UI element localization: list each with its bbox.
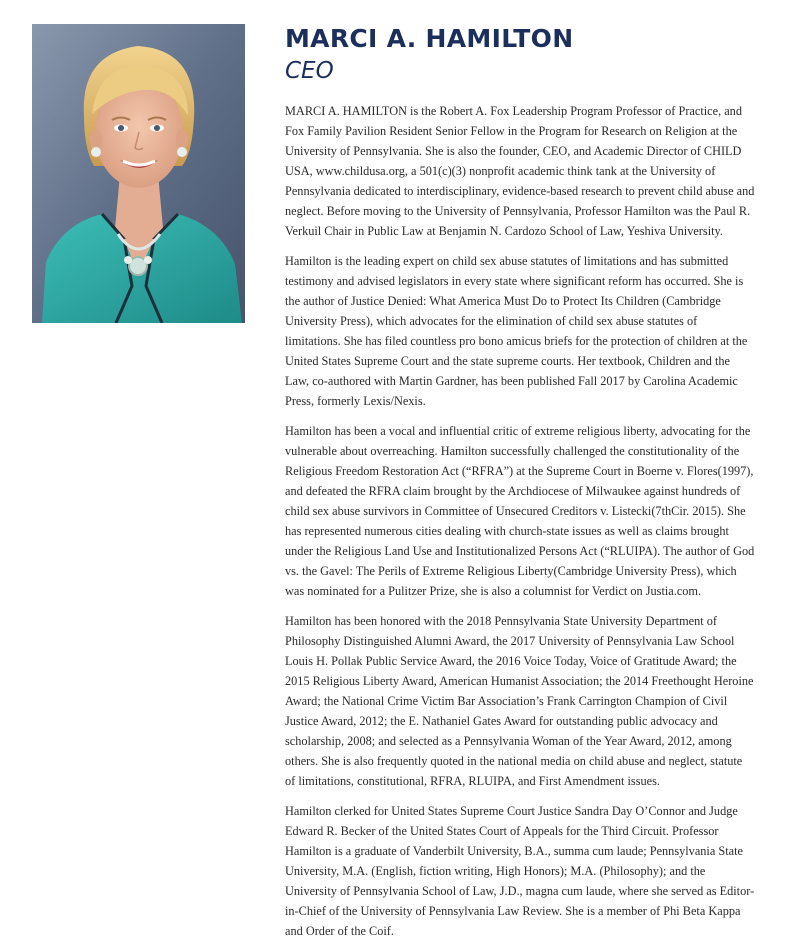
bio-paragraph: Hamilton has been a vocal and influential critic of extreme religious liberty, advocating for the vulnerable about overreaching. Hamilton successfully challenged the constitutionality of the Religious Freedom Restoration Act (“RFRA”) at the Supreme Court in Boerne v. Flores(1997), and defeated the RFRA claim brought by the Archdiocese of Milwaukee against hundreds of child sex abuse survivors in Committee of Unsecured Creditors v. Listecki(7thCir. 2015). She has represented numerous cities dealing with church-state issues as well as claims brought under the Religious Land Use and Institutionalized Persons Act (“RLUIPA). The author of God vs. the Gavel: The Perils of Extreme Religious Liberty(Cambridge University Press), which was nominated for a Pulitzer Prize, she is also a columnist for Verdict on Justia.com. — [285, 424, 755, 598]
person-title: CEO — [285, 58, 334, 84]
profile-photo — [32, 24, 245, 323]
profile-content — [285, 22, 755, 951]
bio-paragraph: Hamilton clerked for United States Supreme Court Justice Sandra Day O’Connor and Judge Edward R. Becker of the United States Court of Appeals for the Third Circuit. Professor Hamilton is a graduate of Vanderbilt University, B.A., summa cum laude; Pennsylvania State University, M.A. (English, fiction writing, High Honors); M.A. (Philosophy); and the University of Pennsylvania School of Law, J.D., magna cum laude, where she served as Editor-in-Chief of the University of Pennsylvania Law Review. She is a member of Phi Beta Kappa and Order of the Coif. — [285, 804, 755, 938]
biography — [285, 101, 755, 941]
bio-paragraph: MARCI A. HAMILTON is the Robert A. Fox Leadership Program Professor of Practice, and Fox Family Pavilion Resident Senior Fellow in the Program for Research on Religion at the University of Pennsylvania. She is also the founder, CEO, and Academic Director of CHILD USA, www.childusa.org, a 501(c)(3) nonprofit academic think tank at the University of Pennsylvania dedicated to interdisciplinary, evidence-based research to prevent child abuse and neglect. Before moving to the University of Pennsylvania, Professor Hamilton was the Paul R. Verkuil Chair in Public Law at Benjamin N. Cardozo School of Law, Yeshiva University. — [285, 104, 755, 238]
bio-paragraph: Hamilton is the leading expert on child sex abuse statutes of limitations and has submitted testimony and advised legislators in every state where significant reform has occurred. She is the author of Justice Denied: What America Must Do to Protect Its Children (Cambridge University Press), which advocates for the elimination of child sex abuse statutes of limitations. She has filed countless pro bono amicus briefs for the protection of children at the United States Supreme Court and the state supreme courts. Her textbook, Children and the Law, co-authored with Martin Gardner, has been published Fall 2017 by Carolina Academic Press, formerly Lexis/Nexis. — [285, 254, 748, 408]
bio-paragraph: Hamilton has been honored with the 2018 Pennsylvania State University Department of Philosophy Distinguished Alumni Award, the 2017 University of Pennsylvania Law School Louis H. Pollak Public Service Award, the 2016 Voice Today, Voice of Gratitude Award; the 2015 Religious Liberty Award, American Humanist Association; the 2014 Freethought Heroine Award; the National Crime Victim Bar Association’s Frank Carrington Champion of Civil Justice Award, 2012; the E. Nathaniel Gates Award for outstanding public advocacy and scholarship, 2008; and selected as a Pennsylvania Woman of the Year Award, 2012, among others. She is also frequently quoted in the national media on child abuse and neglect, statute of limitations, constitutional, RFRA, RLUIPA, and First Amendment issues. — [285, 614, 754, 788]
person-name: MARCI A. HAMILTON — [285, 24, 574, 53]
